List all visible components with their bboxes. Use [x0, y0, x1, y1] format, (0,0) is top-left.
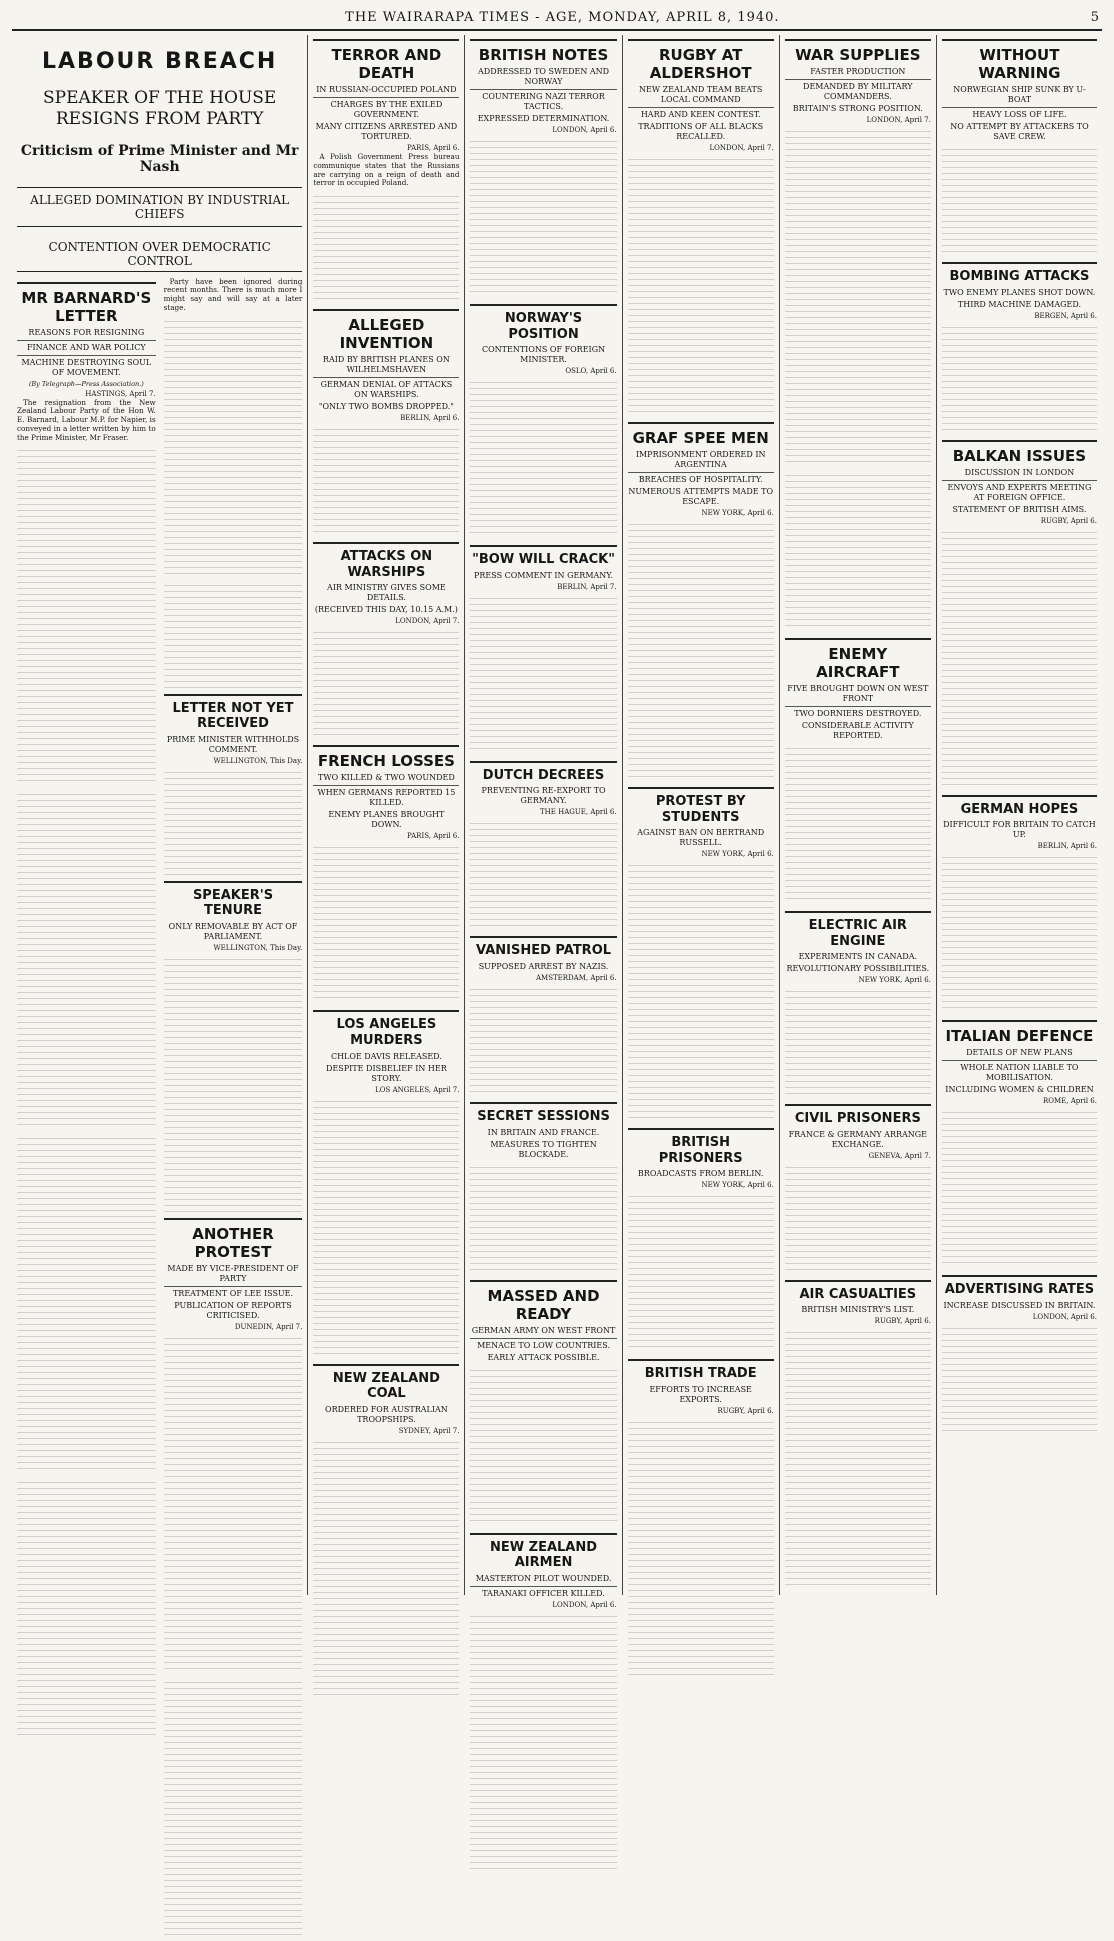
story-sub: CHARGES BY THE EXILED GOVERNMENT.	[313, 97, 459, 120]
text-filler	[470, 818, 616, 928]
text-filler	[313, 1096, 459, 1356]
masthead	[12, 8, 1102, 31]
dateline: GENEVA, April 7.	[785, 1152, 931, 1160]
dateline: LONDON, April 7.	[628, 144, 774, 152]
story-head: ADVERTISING RATES	[942, 1275, 1097, 1298]
story-dutch-decrees	[470, 761, 616, 929]
text-filler	[470, 1162, 616, 1272]
text-filler	[470, 1365, 616, 1525]
story-sub: SUPPOSED ARREST BY NAZIS.	[470, 962, 616, 972]
dateline: NEW YORK, April 6.	[628, 1181, 774, 1189]
story-sub: GERMAN DENIAL OF ATTACKS ON WARSHIPS.	[313, 377, 459, 400]
story-sub: ORDERED FOR AUSTRALIAN TROOPSHIPS.	[313, 1405, 459, 1425]
story-sub: ADDRESSED TO SWEDEN AND NORWAY	[470, 67, 616, 87]
column-3	[465, 35, 622, 1595]
story-sub: TWO ENEMY PLANES SHOT DOWN.	[942, 288, 1097, 298]
lead-sub-1: REASONS FOR RESIGNING	[17, 328, 156, 338]
columns	[12, 35, 1102, 1595]
story-los-angeles-murders	[313, 1010, 459, 1355]
story-sub: EXPERIMENTS IN CANADA.	[785, 952, 931, 962]
story-sub: CONTENTIONS OF FOREIGN MINISTER.	[470, 345, 616, 365]
text-filler	[785, 986, 931, 1096]
story-new-zealand-coal	[313, 1364, 459, 1697]
lead-sub-2: FINANCE AND WAR POLICY	[17, 340, 156, 353]
dateline: LONDON, April 7.	[785, 116, 931, 124]
story-massed-and-ready	[470, 1280, 616, 1525]
another-protest-dateline: DUNEDIN, April 7.	[164, 1323, 303, 1331]
story-sub: MASTERTON PILOT WOUNDED.	[470, 1574, 616, 1584]
text-filler	[470, 136, 616, 296]
story-sub: NO ATTEMPT BY ATTACKERS TO SAVE CREW.	[942, 122, 1097, 142]
another-protest-sub-3: PUBLICATION OF REPORTS CRITICISED.	[164, 1301, 303, 1321]
story-sub: (RECEIVED THIS DAY, 10.15 A.M.)	[313, 605, 459, 615]
text-filler	[628, 860, 774, 1120]
story-head: TERROR AND DEATH	[313, 39, 459, 82]
dateline: LONDON, April 6.	[942, 1313, 1097, 1321]
dateline: BERLIN, April 6.	[942, 842, 1097, 850]
story-sub: DESPITE DISBELIEF IN HER STORY.	[313, 1064, 459, 1084]
text-filler	[164, 316, 303, 576]
dateline: BERLIN, April 7.	[470, 583, 616, 591]
story-head: ATTACKS ON WARSHIPS	[313, 542, 459, 580]
text-filler	[313, 1437, 459, 1697]
story-sub: INCREASE DISCUSSED IN BRITAIN.	[942, 1301, 1097, 1311]
dateline: LOS ANGELES, April 7.	[313, 1086, 459, 1094]
story-head: WAR SUPPLIES	[785, 39, 931, 64]
story-head: ELECTRIC AIR ENGINE	[785, 911, 931, 949]
story-norways-position	[470, 304, 616, 537]
story-sub: GERMAN ARMY ON WEST FRONT	[470, 1326, 616, 1336]
story-sub: BREACHES OF HOSPITALITY.	[628, 472, 774, 485]
story-head: RUGBY AT ALDERSHOT	[628, 39, 774, 82]
text-filler	[313, 424, 459, 534]
story-british-notes	[470, 39, 616, 296]
another-protest-head: ANOTHER PROTEST	[164, 1218, 303, 1261]
story-head: BRITISH NOTES	[470, 39, 616, 64]
story-sub: TARANAKI OFFICER KILLED.	[470, 1586, 616, 1599]
story-sub: BRITAIN'S STRONG POSITION.	[785, 104, 931, 114]
text-filler	[785, 1162, 931, 1272]
lead-body: The resignation from the New Zealand Labour Party of the Hon W. E. Barnard, Labour M.P. for Napier, is conveyed in a letter written by him to the Prime Minister, Mr Fraser.	[17, 399, 156, 443]
text-filler	[470, 984, 616, 1094]
story-alleged-invention	[313, 309, 459, 534]
story-sub: PREVENTING RE-EXPORT TO GERMANY.	[470, 786, 616, 806]
story-head: LOS ANGELES MURDERS	[313, 1010, 459, 1048]
story-head: DUTCH DECREES	[470, 761, 616, 784]
story-sub: DIFFICULT FOR BRITAIN TO CATCH UP.	[942, 820, 1097, 840]
story-sub: EFFORTS TO INCREASE EXPORTS.	[628, 1385, 774, 1405]
story-head: VANISHED PATROL	[470, 936, 616, 959]
lead-kicker: LABOUR BREACH	[17, 49, 302, 74]
story-sub: PRESS COMMENT IN GERMANY.	[470, 571, 616, 581]
letter-not-received-head: LETTER NOT YET RECEIVED	[164, 694, 303, 732]
text-filler	[17, 1133, 156, 1473]
dateline: NEW YORK, April 6.	[628, 850, 774, 858]
text-filler	[17, 445, 156, 785]
dateline: SYDNEY, April 7.	[313, 1427, 459, 1435]
story-sub: CONSIDERABLE ACTIVITY REPORTED.	[785, 721, 931, 741]
dateline: BERGEN, April 6.	[942, 312, 1097, 320]
story-head: ENEMY AIRCRAFT	[785, 638, 931, 681]
story-sub: ENEMY PLANES BROUGHT DOWN.	[313, 810, 459, 830]
story-sub: EARLY ATTACK POSSIBLE.	[470, 1353, 616, 1363]
story-head: NEW ZEALAND AIRMEN	[470, 1533, 616, 1571]
lead-deck-2: ALLEGED DOMINATION BY INDUSTRIAL CHIEFS	[17, 187, 302, 227]
story-sub: TWO DORNIERS DESTROYED.	[785, 706, 931, 719]
story-head: BRITISH PRISONERS	[628, 1128, 774, 1166]
text-filler	[785, 126, 931, 466]
story-sub: NEW ZEALAND TEAM BEATS LOCAL COMMAND	[628, 85, 774, 105]
story-sub: ENVOYS AND EXPERTS MEETING AT FOREIGN OFFICE.	[942, 480, 1097, 503]
story-sub: NUMEROUS ATTEMPTS MADE TO ESCAPE.	[628, 487, 774, 507]
story-sub: CHLOE DAVIS RELEASED.	[313, 1052, 459, 1062]
text-filler	[785, 743, 931, 903]
story-graf-spee-men	[628, 422, 774, 779]
story-head: SECRET SESSIONS	[470, 1102, 616, 1125]
story-head: "BOW WILL CRACK"	[470, 545, 616, 568]
story-bow-will-crack	[470, 545, 616, 753]
letter-not-received-dateline: WELLINGTON, This Day.	[164, 757, 303, 765]
story-head: AIR CASUALTIES	[785, 1280, 931, 1303]
dateline: THE HAGUE, April 6.	[470, 808, 616, 816]
story-new-zealand-airmen	[470, 1533, 616, 1871]
page-number: 5	[1091, 10, 1100, 25]
story-sub: THIRD MACHINE DAMAGED.	[942, 300, 1097, 310]
lead-deck-3: CONTENTION OVER DEMOCRATIC CONTROL	[17, 237, 302, 272]
story-sub: TRADITIONS OF ALL BLACKS RECALLED.	[628, 122, 774, 142]
text-filler	[785, 470, 931, 630]
story-terror-and-death	[313, 39, 459, 301]
story-body: A Polish Government Press bureau communique states that the Russians are carrying on a reign of death and terror in occupied Poland.	[313, 153, 459, 188]
dateline: NEW YORK, April 6.	[628, 509, 774, 517]
text-filler	[942, 322, 1097, 432]
story-german-hopes	[942, 795, 1097, 1013]
text-filler	[942, 852, 1097, 1012]
story-sub: DISCUSSION IN LONDON	[942, 468, 1097, 478]
text-filler	[470, 593, 616, 753]
text-filler	[628, 1191, 774, 1351]
lead-sub-3: MACHINE DESTROYING SOUL OF MOVEMENT.	[17, 355, 156, 378]
dateline: OSLO, April 6.	[470, 367, 616, 375]
text-filler	[942, 1323, 1097, 1433]
story-head: BOMBING ATTACKS	[942, 262, 1097, 285]
story-protest-by-students	[628, 787, 774, 1120]
text-filler	[470, 1611, 616, 1871]
story-sub: "ONLY TWO BOMBS DROPPED."	[313, 402, 459, 412]
newspaper-title: THE WAIRARAPA TIMES - AGE, MONDAY, APRIL 8, 1940.	[34, 10, 1091, 25]
story-sub: BROADCASTS FROM BERLIN.	[628, 1169, 774, 1179]
dateline: RUGBY, April 6.	[628, 1407, 774, 1415]
story-attacks-on-warships	[313, 542, 459, 737]
story-head: NEW ZEALAND COAL	[313, 1364, 459, 1402]
story-sub: FRANCE & GERMANY ARRANGE EXCHANGE.	[785, 1130, 931, 1150]
story-civil-prisoners	[785, 1104, 931, 1272]
story-british-trade	[628, 1359, 774, 1677]
letter-not-received-sub: PRIME MINISTER WITHHOLDS COMMENT.	[164, 735, 303, 755]
story-sub: AGAINST BAN ON BERTRAND RUSSELL.	[628, 828, 774, 848]
lead-subcolumn-right	[164, 278, 303, 1941]
story-sub: AIR MINISTRY GIVES SOME DETAILS.	[313, 583, 459, 603]
dateline: NEW YORK, April 6.	[785, 976, 931, 984]
dateline: RUGBY, April 6.	[785, 1317, 931, 1325]
text-filler	[470, 377, 616, 537]
story-british-prisoners	[628, 1128, 774, 1351]
text-filler	[313, 627, 459, 737]
story-head: GERMAN HOPES	[942, 795, 1097, 818]
story-sub: STATEMENT OF BRITISH AIMS.	[942, 505, 1097, 515]
text-filler	[164, 767, 303, 877]
story-sub: MENACE TO LOW COUNTRIES.	[470, 1338, 616, 1351]
lead-deck-1: Criticism of Prime Minister and Mr Nash	[17, 143, 302, 175]
story-sub: HEAVY LOSS OF LIFE.	[942, 107, 1097, 120]
lead-subcolumn-left	[17, 278, 156, 1941]
text-filler	[164, 1333, 303, 1673]
dateline: LONDON, April 6.	[470, 126, 616, 134]
story-head: GRAF SPEE MEN	[628, 422, 774, 447]
text-filler	[164, 954, 303, 1214]
story-head: CIVIL PRISONERS	[785, 1104, 931, 1127]
dateline: AMSTERDAM, April 6.	[470, 974, 616, 982]
story-vanished-patrol	[470, 936, 616, 1094]
dateline: PARIS, April 6.	[313, 832, 459, 840]
text-filler	[313, 842, 459, 1002]
another-protest-sub-1: MADE BY VICE-PRESIDENT OF PARTY	[164, 1264, 303, 1284]
column-4	[623, 35, 780, 1595]
text-filler	[942, 1107, 1097, 1267]
dateline: BERLIN, April 6.	[313, 414, 459, 422]
lead-story-head: MR BARNARD'S LETTER	[17, 282, 156, 325]
text-filler	[628, 519, 774, 779]
text-filler	[785, 1327, 931, 1587]
dateline: RUGBY, April 6.	[942, 517, 1097, 525]
story-sub: HARD AND KEEN CONTEST.	[628, 107, 774, 120]
story-sub: TWO KILLED & TWO WOUNDED	[313, 773, 459, 783]
lead-headline: SPEAKER OF THE HOUSE RESIGNS FROM PARTY	[17, 88, 302, 131]
speakers-tenure-dateline: WELLINGTON, This Day.	[164, 944, 303, 952]
story-sub: COUNTERING NAZI TERROR TACTICS.	[470, 89, 616, 112]
story-electric-air-engine	[785, 911, 931, 1096]
story-head: BRITISH TRADE	[628, 1359, 774, 1382]
story-without-warning	[942, 39, 1097, 254]
story-head: PROTEST BY STUDENTS	[628, 787, 774, 825]
lead-column	[12, 35, 308, 1595]
story-sub: NORWEGIAN SHIP SUNK BY U-BOAT	[942, 85, 1097, 105]
text-filler	[942, 527, 1097, 787]
story-sub: EXPRESSED DETERMINATION.	[470, 114, 616, 124]
text-filler	[164, 1677, 303, 1937]
story-bombing-attacks	[942, 262, 1097, 432]
story-balkan-issues	[942, 440, 1097, 787]
story-head: FRENCH LOSSES	[313, 745, 459, 770]
story-head: BALKAN ISSUES	[942, 440, 1097, 465]
story-sub: DEMANDED BY MILITARY COMMANDERS.	[785, 79, 931, 102]
column-5	[780, 35, 937, 1595]
story-sub: REVOLUTIONARY POSSIBILITIES.	[785, 964, 931, 974]
lead-cont-text: Party have been ignored during recent months. There is much more I might say and will say at a later stage.	[164, 278, 303, 313]
text-filler	[164, 580, 303, 690]
speakers-tenure-head: SPEAKER'S TENURE	[164, 881, 303, 919]
story-sub: BRITISH MINISTRY'S LIST.	[785, 1305, 931, 1315]
story-sub: IN BRITAIN AND FRANCE.	[470, 1128, 616, 1138]
story-sub: RAID BY BRITISH PLANES ON WILHELMSHAVEN	[313, 355, 459, 375]
lead-byline: (By Telegraph—Press Association.)	[17, 380, 156, 388]
lead-subcolumns	[17, 278, 302, 1941]
story-war-supplies	[785, 39, 931, 630]
story-sub: MEASURES TO TIGHTEN BLOCKADE.	[470, 1140, 616, 1160]
text-filler	[17, 789, 156, 1129]
dateline: ROME, April 6.	[942, 1097, 1097, 1105]
story-french-losses	[313, 745, 459, 1002]
story-sub: WHOLE NATION LIABLE TO MOBILISATION.	[942, 1060, 1097, 1083]
story-sub: IN RUSSIAN-OCCUPIED POLAND	[313, 85, 459, 95]
story-advertising-rates	[942, 1275, 1097, 1433]
story-sub: MANY CITIZENS ARRESTED AND TORTURED.	[313, 122, 459, 142]
story-sub: IMPRISONMENT ORDERED IN ARGENTINA	[628, 450, 774, 470]
story-rugby-at-aldershot	[628, 39, 774, 414]
column-2	[308, 35, 465, 1595]
story-head: WITHOUT WARNING	[942, 39, 1097, 82]
text-filler	[313, 191, 459, 301]
story-sub: INCLUDING WOMEN & CHILDREN	[942, 1085, 1097, 1095]
dateline: PARIS, April 6.	[313, 144, 459, 152]
lead-dateline: HASTINGS, April 7.	[17, 390, 156, 398]
story-sub: FIVE BROUGHT DOWN ON WEST FRONT	[785, 684, 931, 704]
text-filler	[628, 1417, 774, 1677]
text-filler	[17, 1477, 156, 1737]
dateline: LONDON, April 7.	[313, 617, 459, 625]
story-secret-sessions	[470, 1102, 616, 1272]
another-protest-sub-2: TREATMENT OF LEE ISSUE.	[164, 1286, 303, 1299]
text-filler	[942, 144, 1097, 254]
story-head: ITALIAN DEFENCE	[942, 1020, 1097, 1045]
story-enemy-aircraft	[785, 638, 931, 903]
text-filler	[628, 154, 774, 414]
story-head: ALLEGED INVENTION	[313, 309, 459, 352]
speakers-tenure-sub: ONLY REMOVABLE BY ACT OF PARLIAMENT.	[164, 922, 303, 942]
story-sub: FASTER PRODUCTION	[785, 67, 931, 77]
dateline: LONDON, April 6.	[470, 1601, 616, 1609]
story-italian-defence	[942, 1020, 1097, 1267]
story-sub: DETAILS OF NEW PLANS	[942, 1048, 1097, 1058]
column-6	[937, 35, 1102, 1595]
story-air-casualties	[785, 1280, 931, 1588]
story-head: MASSED AND READY	[470, 1280, 616, 1323]
story-head: NORWAY'S POSITION	[470, 304, 616, 342]
story-sub: WHEN GERMANS REPORTED 15 KILLED.	[313, 785, 459, 808]
